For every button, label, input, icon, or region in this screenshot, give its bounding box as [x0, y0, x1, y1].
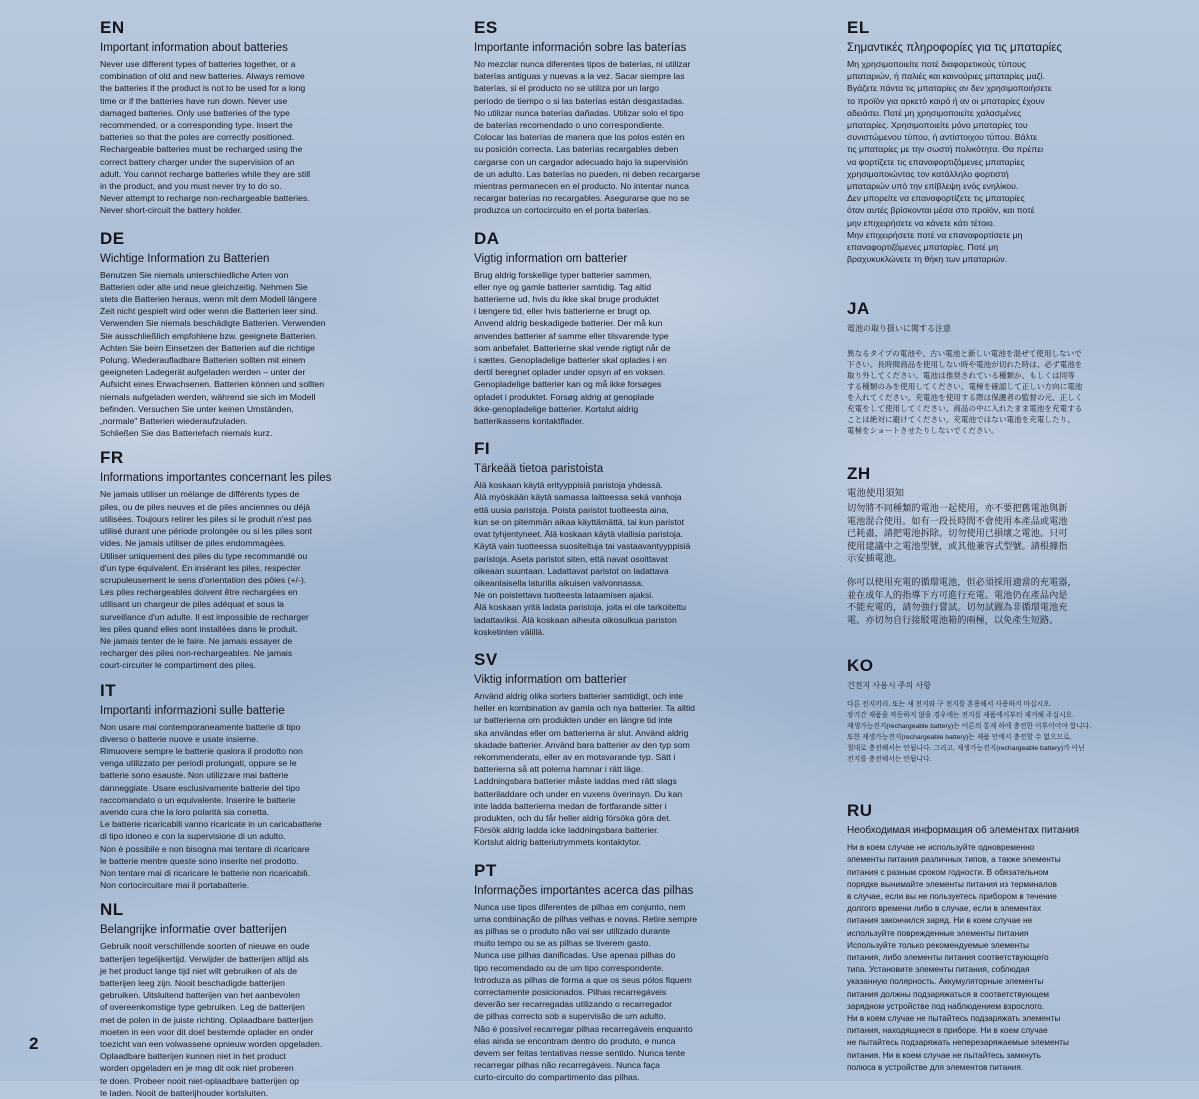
section-body-es: No mezclar nunca diferentes tipos de baterías, ni utilizar baterías antiguas y nuevas a la vez. Sacar siempre las baterías, si el producto no se utiliza por un largo periodo de tiempo o si las baterías están desgastadas. No utilizar nunca baterías dañadas. Utilizar solo el tipo de baterías recomendado o uno correspondiente. Colocar las baterías de manera que los polos estén en su posición correcta. Las baterías recargables deben cargarse con un cargador adecuado bajo la supervisión de un adulto. Las baterías no pueden, ni deben recargarse mientras permanecen en el producto. No intentar nunca recargar baterías no recargables. Asegurarse que no se produzca un cortocircuito en el porta baterías.	[474, 59, 701, 216]
section-ru	[847, 801, 1109, 1073]
section-title-ko: 건전지 사용시 주의 사항	[847, 681, 931, 691]
section-de	[100, 229, 360, 440]
section-title-fi: Tärkeää tietoa paristoista	[474, 463, 604, 476]
language-code-ko: KO	[847, 656, 874, 676]
section-zh	[847, 464, 1109, 626]
section-body-el: Μη χρησιμοποιείτε ποτέ διαφορετικούς τύπους μπαταριών, ή παλιές και καινούριες μπαταρίες μαζί. Βγάζετε πάντα τις μπαταρίες αν δεν χρησιμοποιήσετε το προϊόν για αρκετό καιρό ή αν οι μπαταρίες έχουν αδειάσει. Ποτέ μη χρησιμοποιείτε χαλασμένες μπαταρίες. Χρησιμοποιείτε μόνο μπαταρίες του συνιστώμενου τύπου, ή αντίστοιχου τύπου. Βάλτε τις μπαταρίες με την σωστή πολικότητα. Θα πρέπει να φορτίζετε τις επαναφορτιζόμενες μπαταρίες χρησιμοποιώντας τον κατάλληλο φορτιστή μπαταριών υπό την επίβλεψη ενός ενηλίκου. Δεν μπορείτε να επαναφορτίζετε τις μπαταρίες όταν αυτές βρίσκονται μέσα στο προϊόν, και ποτέ μην επιχειρήσετε να κάνετε κάτι τέτοιο. Μην επιχειρήσετε ποτέ να επαναφορτίσετε μη επαναφορτιζόμενες μπαταρίες. Ποτέ μη βραχυκυκλώνετε τη θήκη των μπαταριών.	[847, 59, 1052, 265]
section-body-pt: Nunca use tipos diferentes de pilhas em conjunto, nem uma combinação de pilhas velhas e novas. Retire sempre as pilhas se o produto não vai ser utilizado durante muito tempo ou se as pilhas se tiverem gasto. Nunca use pilhas danificadas. Use apenas pilhas do tipo recomendado ou de um tipo correspondente. Introduza as pilhas de forma a que os seus pólos fiquem correctamente posicionados. Pilhas recarregáveis deverão ser recarregadas utilizando o recarregador de pilhas correcto sob a supervisão de um adulto. Não é possível recarregar pilhas recarregáveis enquanto elas ainda se encontram dentro do produto, e nunca devem ser feitas tentativas nesse sentido. Nunca tente recarregar pilhas não recarregáveis. Nunca faça curto-circuito do compartimento das pilhas.	[474, 901, 698, 1083]
section-title-de: Wichtige Information zu Batterien	[100, 252, 270, 265]
column-middle	[474, 18, 736, 1084]
section-title-en: Important information about batteries	[100, 42, 288, 54]
section-body-it: Non usare mai contemporaneamente batterie di tipo diverso o batterie nuove e usate insieme. Rimuovere sempre le batterie qualora il prodotto non venga utilizzato per periodi prolungati, oppure se le batterie sono esauste. Non utilizzare mai batterie danneggiate. Usare esclusivamente batterie del tipo raccomandato o un equivalente. Inserire le batterie avendo cura che la loro polarità sia corretta. Le batterie ricaricabili vanno ricaricate in un caricabatterie di tipo idoneo e con la supervisione di un adulto. Non è possibile e non bisogna mai tentare di ricaricare le batterie mentre queste sono inserite nel prodotto. Non tentare mai di ricaricare le batterie non ricaricabili. Non cortocircuitare mai il portabatterie.	[100, 721, 322, 891]
section-body-fi: Älä koskaan käytä erityyppisiä paristoja yhdessä. Älä myöskään käytä samassa laitteessa sekä vanhoja että uusia paristoja. Poista paristot tuotteesta aina, kun se on pitemmän aikaa käyttämättä, tai kun paristot ovat tyhjentyneet. Älä koskaan käytä viallisia paristoja. Käytä vain tuotteessa suositeltuja tai vastaavantyyppisiä paristoja. Aseta paristot siten, että navat osoittavat oikeaan suuntaan. Ladattavat paristot on ladattava oikeanlaisella laturilla aikuisen valvonnassa. Ne on poistettava tuotteesta lataamisen ajaksi. Älä koskaan yritä ladata paristoja, joita ei ole tarkoitettu ladattaviksi. Älä koskaan aiheuta oikosulkua pariston kosketinten välillä.	[474, 480, 691, 637]
section-title-zh: 電池使用須知	[847, 488, 905, 500]
language-code-fi: FI	[474, 439, 491, 459]
section-title-sv: Viktig information om batterier	[474, 673, 627, 686]
language-code-el: EL	[847, 18, 870, 37]
section-fi	[474, 439, 736, 638]
section-title-fr: Informations importantes concernant les piles	[100, 472, 332, 485]
section-sv	[474, 650, 736, 849]
section-body-ru: Ни в коем случае не используйте одновременно элементы питания различных типов, а также элементы питания с разным сроком годности. В обязательном порядке вынимайте элементы питания из терминалов в случае, если вы не пользуетесь прибором в течение долгого времени либо в случае, если в элементах питания закончился заряд. Ни в коем случае не используйте поврежденные элементы питания Используйте только рекомендуемые элементы питания, либо элементы питания соответствующего типа. Установите элементы питания, соблюдая указанную полярность. Аккумуляторные элементы питания должны подзаряжаться в соответствующем зарядном устройстве под наблюдением взрослого. Ни в коем случае не пытайтесь подзаряжать элементы питания, находящиеся в приборе. Ни в коем случае не пытайтесь подзаряжать неперезаряжаемые элементы питания. Ни в коем случае не пытайтесь замкнуть полюса в устройстве для элементов питания.	[847, 842, 1069, 1072]
section-es	[474, 18, 736, 217]
section-title-it: Importanti informazioni sulle batterie	[100, 704, 285, 717]
language-code-ja: JA	[847, 299, 870, 319]
section-title-da: Vigtig information om batterier	[474, 252, 628, 265]
language-code-ru: RU	[847, 801, 873, 821]
section-body-zh-1: 切勿將不同種類的電池一起使用，亦不要把舊電池與新 電池混合使用。如有一段長時間不會使用本產品或電池 已耗盡，請把電池拆除。切勿使用已損壞之電池。只可 使用建議中之電池型號，或其他兼容式型號。請根據指 示安插電池。	[847, 503, 1068, 564]
section-body-fr: Ne jamais utiliser un mélange de différents types de piles, ou de piles neuves et de piles anciennes ou déjà utilisées. Toujours retirer les piles si le produit n'est pas utilisé durant une période prolongée ou si les piles sont vides. Ne jamais utiliser de piles endommagées. Utiliser uniquement des piles du type recommandé ou d'un type équivalent. En insérant les piles, respecter scrupuleusement le sens d'orientation des pôles (+/-). Les piles rechargeables doivent être rechargées en utilisant un chargeur de piles adéquat et sous la surveillance d'un adulte. Il est impossible de recharger les piles quand elles sont installées dans le produit. Ne jamais tenter de le faire. Ne jamais essayer de recharger des piles non-rechargeables. Ne jamais court-circuiter le compartiment des piles.	[100, 489, 313, 671]
section-title-ja: 電池の取り扱いに関する注意	[847, 324, 951, 334]
section-nl	[100, 900, 360, 1099]
section-el	[847, 18, 1109, 265]
language-code-de: DE	[100, 228, 125, 248]
section-en	[100, 18, 360, 217]
language-code-zh: ZH	[847, 464, 871, 484]
column-left	[100, 18, 360, 1099]
section-title-el: Σημαντικές πληροφορίες για τις μπαταρίες	[847, 42, 1062, 54]
language-code-nl: NL	[100, 900, 124, 920]
column-right	[847, 18, 1109, 1073]
section-da	[474, 229, 736, 428]
section-title-ru: Необходимая информация об элементах питания	[847, 825, 1080, 837]
language-code-sv: SV	[474, 649, 498, 669]
language-code-en: EN	[100, 18, 125, 37]
section-title-nl: Belangrijke informatie over batterijen	[100, 924, 287, 937]
section-ko	[847, 656, 1109, 765]
section-body-de: Benutzen Sie niemals unterschiedliche Arten von Batterien oder alte und neue gleichzeitig. Nehmen Sie stets die Batterien heraus, wenn mit dem Modell längere Zeit nicht gespielt wird oder wenn die Batterien leer sind. Verwenden Sie niemals beschädigte Batterien. Verwenden Sie ausschließlich empfohlene bzw. geeignete Batterien. Achten Sie beim Einsetzen der Batterien auf die richtige Polung. Wiederaufladbare Batterien sollten mit einem geeigneten Ladegerät aufgeladen werden – unter der Aufsicht eines Erwachsenen. Batterien können und sollten niemals aufgeladen werden, während sie sich im Modell befinden. Versuchen Sie unter keinen Umständen, „normale" Batterien wiederaufzuladen. Schließen Sie das Batteriefach niemals kurz.	[100, 269, 326, 439]
language-code-es: ES	[474, 18, 498, 37]
language-code-pt: PT	[474, 860, 497, 880]
section-body-da: Brug aldrig forskellige typer batterier sammen, eller nye og gamle batterier samtidig. Tag altid batterierne ud, hvis du ikke skal bruge produktet i længere tid, eller hvis batterierne er brugt op. Anvend aldrig beskadigede batterier. Der må kun anvendes batterier af samme eller tilsvarende type som anbefalet. Batterierne skal vende rigtigt når de i sættes. Genopladelige batterier skal oplades i en dertil beregnet oplader under opsyn af en voksen. Genopladelige batterier kan og må ikke forsøges opladet i produktet. Forsøg aldrig at genoplade ikke-genopladelige batterier. Kortslut aldrig batterikassens kontaktflader.	[474, 269, 671, 427]
section-body-zh-2: 你可以使用充電的循環電池，但必須採用適當的充電器， 並在成年人的指導下方可進行充電。電池仍在產品內是 不能充電的，請勿強行嘗試。切勿試圖為非循環電池充 電。亦切勿自行接駁電池箱的兩極，以免產生短路。	[847, 577, 1077, 625]
page-number: 2	[29, 1034, 39, 1053]
section-pt	[474, 861, 736, 1084]
section-body-en: Never use different types of batteries together, or a combination of old and new batteries. Always remove the batteries if the product is not to be used for a long time or if the batteries have run down. Never use damaged batteries. Only use batteries of the type recommended, or a corresponding type. Insert the batteries so that the poles are correctly positioned. Rechargeable batteries must be recharged using the correct battery charger under the supervision of an adult. You cannot recharge batteries while they are still in the product, and you must never try to do so. Never attempt to recharge non-rechargeable batteries. Never short-circuit the battery holder.	[100, 59, 311, 216]
section-body-sv: Använd aldrig olika sorters batterier samtidigt, och inte heller en kombination av gamla och nya batterier. Ta alltid ur batterierna om produkten under en längre tid inte ska användas eller om batterierna är slut. Använd aldrig skadade batterier. Använd bara batterier av den typ som rekommenderats, eller av en motsvarande typ. Sätt i batterierna så att polerna hamnar i rätt läge. Laddningsbara batterier måste laddas med rätt slags batteriladdare och under en vuxens överinsyn. Du kan inte ladda batterierna medan de fortfarande sitter i produkten, och du får heller aldrig försöka göra det. Försök aldrig ladda icke laddningsbara batterier. Kortslut aldrig batteriutrymmets kontaktytor.	[474, 690, 696, 848]
section-title-pt: Informações importantes acerca das pilhas	[474, 884, 694, 897]
section-ja	[847, 299, 1109, 436]
section-fr	[100, 448, 360, 671]
section-body-ko: 다른 전지끼리, 또는 새 전지와 구 전지를 혼용해서 사용하지 마십시오. 장기간 제품을 작동하지 않을 경우에는 전지를 제품에서부터 제거해 주십시오. 재생가능전지(rechargeable battery)는 어른의 통제 하에 충전한 이후이어야 합니다. 또한 재생가능전지(rechargeable battery)는 제품 안에서 충전할 수 없으므로, 절대로 충전해서는 안됩니다. 그리고, 재생가능전지(rechargeable battery)가 아닌 전지를 충전해서는 안됩니다.	[847, 701, 1092, 764]
section-body-nl: Gebruik nooit verschillende soorten of nieuwe en oude batterijen tegelijkertijd. Verwijder de batterijen altijd als je het product lange tijd niet wilt gebruiken of als de batterijen leeg zijn. Nooit beschadigde batterijen gebruiken. Uitsluitend batterijen van het aanbevolen of overeenkomstige type gebruiken. Leg de batterijen met de polen in de juiste richting. Oplaadbare batterijen moeten in een voor dit doel bestemde oplader en onder toezicht van een volwassene opnieuw worden opgeladen. Oplaadbare batterijen kunnen niet in het product worden opgeladen en je mag dit ook niet proberen te doen. Probeer nooit niet-oplaadbare batterijen op te laden. Nooit de batterijhouder kortsluiten.	[100, 941, 323, 1098]
language-code-da: DA	[474, 228, 500, 248]
language-code-fr: FR	[100, 448, 124, 468]
section-title-es: Importante información sobre las baterías	[474, 42, 687, 54]
section-body-ja: 異なるタイプの電池や、古い電池と新しい電池を混ぜて使用しないで 下さい。長時間商品を使用しない時や電池が切れた時は、必ず電池を 取り外してください。電池は推奨されている種類か、もしくは同等 する種類のみを使用してください。電極を確認して正しい方向に電池 を入れてください。充電池を使用する際は保護者の監督の元、正しく 充電をして使用してください。商品の中に入れたまま電池を充電する ことは絶対に避けてください。充電池ではない電池を充電したり、 電極をショートさせたりしないでください。	[847, 349, 1083, 436]
language-code-it: IT	[100, 680, 117, 700]
section-it	[100, 681, 360, 892]
